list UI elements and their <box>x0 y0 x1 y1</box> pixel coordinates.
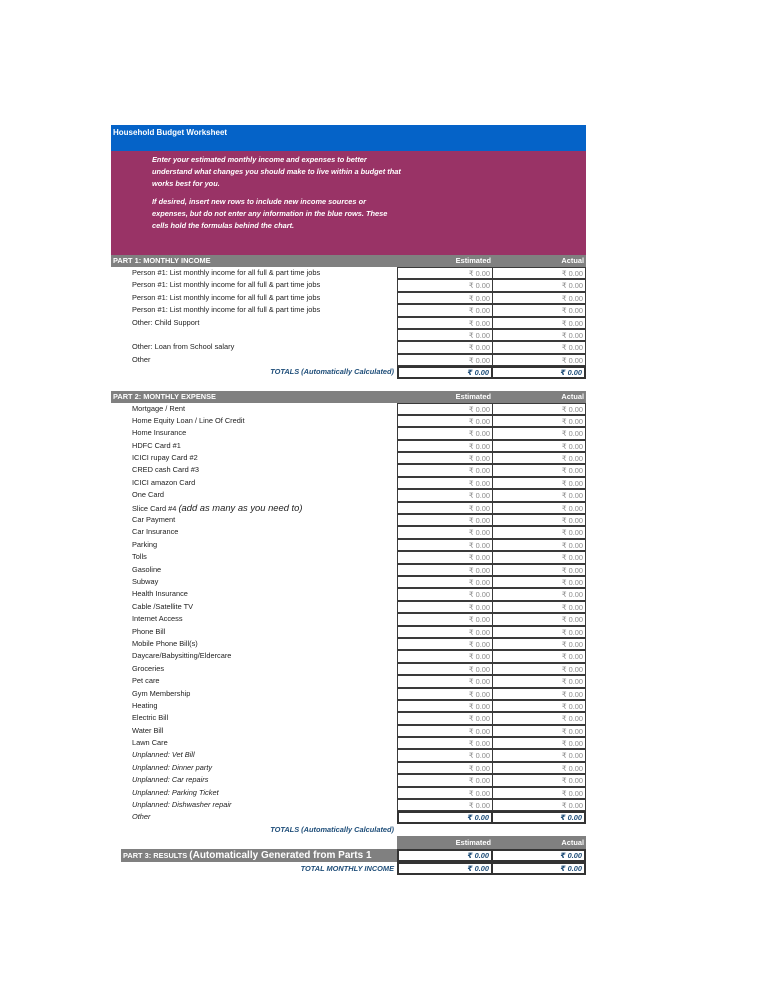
expense-actual-cell[interactable]: ₹ 0.00 <box>493 403 586 415</box>
expense-row <box>111 712 586 724</box>
column-estimated: Estimated <box>455 256 491 265</box>
expense-estimated-cell[interactable]: ₹ 0.00 <box>397 650 493 662</box>
expense-row-label-text: Phone Bill <box>132 626 166 636</box>
expense-estimated-cell[interactable]: ₹ 0.00 <box>397 564 493 576</box>
income-row-label <box>111 354 397 366</box>
column-actual: Actual <box>493 836 586 849</box>
expense-estimated-cell[interactable]: ₹ 0.00 <box>397 502 493 514</box>
income-actual-cell[interactable]: ₹ 0.00 <box>493 292 586 304</box>
expense-actual-cell[interactable]: ₹ 0.00 <box>493 650 586 662</box>
expense-row <box>111 477 586 489</box>
expense-row <box>111 403 586 415</box>
expense-row <box>111 787 586 799</box>
expense-row-label-text: Unplanned: Dishwasher repair <box>132 800 232 810</box>
expense-estimated-cell[interactable]: ₹ 0.00 <box>397 452 493 464</box>
income-rows <box>111 267 586 366</box>
expense-row-label-text: Unplanned: Dinner party <box>132 762 213 772</box>
expense-row-label-text: CRED cash Card #3 <box>132 465 199 475</box>
expense-row-note: (add as many as you need to) <box>178 501 303 513</box>
expense-row-label <box>111 787 397 799</box>
expense-actual-cell[interactable]: ₹ 0.00 <box>493 539 586 551</box>
part3-title-prefix: PART 3: RESULTS <box>123 850 188 860</box>
part1-header <box>111 255 586 267</box>
expense-row-label <box>111 712 397 724</box>
income-row-label <box>111 341 397 353</box>
expense-row-label <box>111 774 397 786</box>
instructions-paragraph-1: Enter your estimated monthly income and expenses to better understand what changes you should make to live within a budget that works best for you. <box>152 155 401 189</box>
expense-row-label-text: Daycare/Babysitting/Eldercare <box>132 651 232 661</box>
expense-row-label-text: Parking <box>132 539 158 549</box>
income-total-estimated[interactable]: ₹ 0.00 <box>397 366 493 378</box>
expense-row-label <box>111 415 397 427</box>
income-row-label <box>111 304 397 316</box>
expense-row <box>111 626 586 638</box>
expense-row <box>111 725 586 737</box>
expense-row <box>111 650 586 662</box>
expense-actual-cell[interactable]: ₹ 0.00 <box>493 526 586 538</box>
expense-row-label-text: Unplanned: Car repairs <box>132 775 209 785</box>
expense-row <box>111 452 586 464</box>
part2-title: PART 2: MONTHLY EXPENSE <box>113 391 216 401</box>
expense-row-label <box>111 440 397 452</box>
income-row-label-text: Person #1: List monthly income for all full & part time jobs <box>132 305 321 315</box>
expense-row <box>111 663 586 675</box>
income-row <box>111 292 586 304</box>
expense-estimated-cell[interactable]: ₹ 0.00 <box>397 551 493 563</box>
expense-estimated-cell[interactable]: ₹ 0.00 <box>397 749 493 761</box>
expense-actual-cell[interactable]: ₹ 0.00 <box>493 601 586 613</box>
expense-row-label <box>111 663 397 675</box>
expense-row <box>111 576 586 588</box>
expense-estimated-cell[interactable]: ₹ 0.00 <box>397 700 493 712</box>
expense-row-label-text: Car Payment <box>132 515 176 525</box>
income-row-label-text: Person #1: List monthly income for all full & part time jobs <box>132 292 321 302</box>
expense-estimated-cell[interactable]: ₹ 0.00 <box>397 737 493 749</box>
expense-actual-cell[interactable]: ₹ 0.00 <box>493 477 586 489</box>
expense-actual-cell[interactable]: ₹ 0.00 <box>493 700 586 712</box>
results-row1-actual[interactable]: ₹ 0.00 <box>493 849 586 862</box>
income-row <box>111 279 586 291</box>
expense-row-label-text: Water Bill <box>132 725 164 735</box>
expense-actual-cell[interactable]: ₹ 0.00 <box>493 440 586 452</box>
expense-estimated-cell[interactable]: ₹ 0.00 <box>397 774 493 786</box>
expense-estimated-cell[interactable]: ₹ 0.00 <box>397 601 493 613</box>
part3-header-row <box>111 849 586 862</box>
expense-estimated-cell[interactable]: ₹ 0.00 <box>397 427 493 439</box>
income-estimated-cell[interactable]: ₹ 0.00 <box>397 292 493 304</box>
expense-estimated-cell[interactable]: ₹ 0.00 <box>397 440 493 452</box>
expense-row-label-text: Unplanned: Vet Bill <box>132 750 195 760</box>
income-actual-cell[interactable]: ₹ 0.00 <box>493 304 586 316</box>
expense-row-label-text: Mortgage / Rent <box>132 403 185 413</box>
expense-row-label <box>111 576 397 588</box>
income-row-label-text: Other: Loan from School salary <box>132 342 235 352</box>
total-monthly-income-actual[interactable]: ₹ 0.00 <box>493 862 586 875</box>
expense-actual-cell[interactable]: ₹ 0.00 <box>493 688 586 700</box>
expense-estimated-cell[interactable]: ₹ 0.00 <box>397 712 493 724</box>
expense-actual-cell[interactable]: ₹ 0.00 <box>493 576 586 588</box>
expense-row <box>111 539 586 551</box>
income-estimated-cell[interactable]: ₹ 0.00 <box>397 341 493 353</box>
expense-row <box>111 700 586 712</box>
income-actual-cell[interactable]: ₹ 0.00 <box>493 354 586 366</box>
expense-row-label <box>111 613 397 625</box>
worksheet-title: Household Budget Worksheet <box>111 125 586 151</box>
expense-actual-cell[interactable]: ₹ 0.00 <box>493 415 586 427</box>
expense-row-label-text: Internet Access <box>132 614 183 624</box>
expense-row <box>111 799 586 811</box>
instructions-panel <box>111 151 586 255</box>
expense-actual-cell[interactable]: ₹ 0.00 <box>493 564 586 576</box>
expense-row-label <box>111 626 397 638</box>
expense-actual-cell[interactable]: ₹ 0.00 <box>493 464 586 476</box>
expense-row-label-text: Slice Card #4 <box>132 503 177 513</box>
expense-row <box>111 514 586 526</box>
expense-row <box>111 440 586 452</box>
income-row-label-text: Other <box>132 354 151 364</box>
expense-row <box>111 749 586 761</box>
expense-estimated-cell[interactable]: ₹ 0.00 <box>397 675 493 687</box>
expense-actual-cell[interactable]: ₹ 0.00 <box>493 626 586 638</box>
income-actual-cell[interactable]: ₹ 0.00 <box>493 341 586 353</box>
expense-row-label-text: ICICI amazon Card <box>132 477 196 487</box>
expense-estimated-cell[interactable]: ₹ 0.00 <box>397 464 493 476</box>
expense-row-label <box>111 514 397 526</box>
income-row-label <box>111 279 397 291</box>
expense-row <box>111 489 586 501</box>
expense-estimated-cell[interactable]: ₹ 0.00 <box>397 526 493 538</box>
expense-actual-cell[interactable]: ₹ 0.00 <box>493 799 586 811</box>
expense-actual-cell[interactable]: ₹ 0.00 <box>493 737 586 749</box>
expense-row-label <box>111 799 397 811</box>
income-row <box>111 317 586 329</box>
income-estimated-cell[interactable]: ₹ 0.00 <box>397 317 493 329</box>
income-row <box>111 354 586 366</box>
part3-title-suffix: (Automatically Generated from Parts 1 <box>189 849 372 861</box>
expense-actual-cell[interactable]: ₹ 0.00 <box>493 588 586 600</box>
total-monthly-income-row <box>111 862 586 875</box>
expense-row-label-text: Tolls <box>132 552 147 562</box>
part3-column-header <box>111 836 586 849</box>
total-monthly-income-estimated[interactable]: ₹ 0.00 <box>397 862 493 875</box>
income-row <box>111 304 586 316</box>
expense-row-label <box>111 452 397 464</box>
expense-estimated-cell[interactable]: ₹ 0.00 <box>397 626 493 638</box>
expense-estimated-cell[interactable]: ₹ 0.00 <box>397 477 493 489</box>
expense-row <box>111 427 586 439</box>
income-row-label <box>111 317 397 329</box>
expense-row <box>111 564 586 576</box>
part2-header <box>111 391 586 403</box>
expense-actual-cell[interactable]: ₹ 0.00 <box>493 489 586 501</box>
income-estimated-cell[interactable]: ₹ 0.00 <box>397 304 493 316</box>
expense-estimated-cell[interactable]: ₹ 0.00 <box>397 787 493 799</box>
expense-row-label-text: One Card <box>132 490 165 500</box>
expense-row-other <box>111 811 586 823</box>
expense-row-label-text: Subway <box>132 576 159 586</box>
expense-estimated-cell[interactable]: ₹ 0.00 <box>397 576 493 588</box>
column-estimated: Estimated <box>397 836 493 849</box>
income-row-label-text: Other: Child Support <box>132 317 200 327</box>
expense-actual-cell[interactable]: ₹ 0.00 <box>493 638 586 650</box>
expense-actual-cell[interactable]: ₹ 0.00 <box>493 675 586 687</box>
income-total-actual[interactable]: ₹ 0.00 <box>493 366 586 378</box>
expense-row <box>111 588 586 600</box>
expense-row <box>111 638 586 650</box>
income-estimated-cell[interactable]: ₹ 0.00 <box>397 354 493 366</box>
expense-estimated-cell[interactable]: ₹ 0.00 <box>397 539 493 551</box>
expense-actual-cell[interactable]: ₹ 0.00 <box>493 551 586 563</box>
expense-other-actual[interactable]: ₹ 0.00 <box>493 811 586 823</box>
expense-row-label <box>111 638 397 650</box>
expense-other-label: Other <box>132 812 151 822</box>
results-row1-estimated[interactable]: ₹ 0.00 <box>397 849 493 862</box>
expense-row <box>111 502 586 514</box>
expense-row-label <box>111 688 397 700</box>
income-actual-cell[interactable]: ₹ 0.00 <box>493 279 586 291</box>
income-estimated-cell[interactable]: ₹ 0.00 <box>397 267 493 279</box>
income-totals-row <box>111 366 586 378</box>
expense-row <box>111 526 586 538</box>
expense-row <box>111 415 586 427</box>
column-actual: Actual <box>561 256 584 265</box>
expense-estimated-cell[interactable]: ₹ 0.00 <box>397 663 493 675</box>
income-row-label <box>111 329 397 341</box>
expense-row-label <box>111 762 397 774</box>
total-monthly-income-label: TOTAL MONTHLY INCOME <box>300 863 394 873</box>
expense-estimated-cell[interactable]: ₹ 0.00 <box>397 762 493 774</box>
expense-row-label-text: Health Insurance <box>132 589 188 599</box>
column-actual: Actual <box>561 391 584 401</box>
expense-actual-cell[interactable]: ₹ 0.00 <box>493 725 586 737</box>
expense-row <box>111 551 586 563</box>
expense-estimated-cell[interactable]: ₹ 0.00 <box>397 489 493 501</box>
expense-row-label <box>111 700 397 712</box>
budget-worksheet <box>111 125 586 875</box>
expense-other-estimated[interactable]: ₹ 0.00 <box>397 811 493 823</box>
expense-row-label-text: Gym Membership <box>132 688 191 698</box>
expense-actual-cell[interactable]: ₹ 0.00 <box>493 663 586 675</box>
income-row <box>111 267 586 279</box>
income-actual-cell[interactable]: ₹ 0.00 <box>493 329 586 341</box>
expense-estimated-cell[interactable]: ₹ 0.00 <box>397 799 493 811</box>
expense-estimated-cell[interactable]: ₹ 0.00 <box>397 613 493 625</box>
income-row-label-text: Person #1: List monthly income for all full & part time jobs <box>132 280 321 290</box>
income-totals-label: TOTALS (Automatically Calculated) <box>270 367 394 377</box>
income-row-label <box>111 267 397 279</box>
expense-row-label <box>111 601 397 613</box>
expense-row <box>111 762 586 774</box>
expense-estimated-cell[interactable]: ₹ 0.00 <box>397 415 493 427</box>
spacer <box>111 379 586 391</box>
expense-row-label <box>111 489 397 501</box>
expense-totals-label: TOTALS (Automatically Calculated) <box>270 824 394 834</box>
expense-row-label-text: Heating <box>132 700 158 710</box>
expense-row-label-text: Home Insurance <box>132 428 187 438</box>
expense-row-label <box>111 464 397 476</box>
expense-row-label-text: Gasoline <box>132 564 162 574</box>
income-estimated-cell[interactable]: ₹ 0.00 <box>397 279 493 291</box>
expense-estimated-cell[interactable]: ₹ 0.00 <box>397 725 493 737</box>
expense-row-label <box>111 725 397 737</box>
income-estimated-cell[interactable]: ₹ 0.00 <box>397 329 493 341</box>
expense-row-label-text: Electric Bill <box>132 713 169 723</box>
income-actual-cell[interactable]: ₹ 0.00 <box>493 267 586 279</box>
expense-row <box>111 613 586 625</box>
expense-actual-cell[interactable]: ₹ 0.00 <box>493 712 586 724</box>
expense-row-label-text: Mobile Phone Bill(s) <box>132 638 198 648</box>
expense-row-label-text: Cable /Satellite TV <box>132 601 194 611</box>
expense-rows <box>111 403 586 812</box>
expense-row-label <box>111 588 397 600</box>
expense-row <box>111 601 586 613</box>
expense-row-label-text: Unplanned: Parking Ticket <box>132 787 219 797</box>
column-estimated: Estimated <box>455 391 491 401</box>
expense-actual-cell[interactable]: ₹ 0.00 <box>493 502 586 514</box>
expense-actual-cell[interactable]: ₹ 0.00 <box>493 762 586 774</box>
expense-estimated-cell[interactable]: ₹ 0.00 <box>397 514 493 526</box>
expense-row-label-text: Pet care <box>132 676 160 686</box>
expense-actual-cell[interactable]: ₹ 0.00 <box>493 613 586 625</box>
expense-row <box>111 688 586 700</box>
expense-row-label-text: Home Equity Loan / Line Of Credit <box>132 415 245 425</box>
expense-actual-cell[interactable]: ₹ 0.00 <box>493 427 586 439</box>
income-row <box>111 329 586 341</box>
expense-actual-cell[interactable]: ₹ 0.00 <box>493 774 586 786</box>
expense-row-label-text: HDFC Card #1 <box>132 440 181 450</box>
income-row-label-text: Person #1: List monthly income for all full & part time jobs <box>132 268 321 277</box>
expense-row <box>111 464 586 476</box>
expense-row <box>111 774 586 786</box>
income-row-label <box>111 292 397 304</box>
expense-row-label <box>111 477 397 489</box>
expense-row-label <box>111 502 397 514</box>
expense-row-label <box>111 564 397 576</box>
part1-title: PART 1: MONTHLY INCOME <box>113 256 211 265</box>
expense-actual-cell[interactable]: ₹ 0.00 <box>493 749 586 761</box>
expense-estimated-cell[interactable]: ₹ 0.00 <box>397 688 493 700</box>
income-row <box>111 341 586 353</box>
expense-row-label <box>111 403 397 415</box>
expense-row-label-text: Groceries <box>132 663 165 673</box>
part3-title <box>121 849 397 862</box>
expense-row-label <box>111 539 397 551</box>
expense-actual-cell[interactable]: ₹ 0.00 <box>493 452 586 464</box>
expense-actual-cell[interactable]: ₹ 0.00 <box>493 787 586 799</box>
expense-row-label-text: ICICI rupay Card #2 <box>132 453 198 463</box>
expense-row-label <box>111 427 397 439</box>
expense-row-label <box>111 650 397 662</box>
expense-row-label-text: Lawn Care <box>132 738 168 748</box>
expense-estimated-cell[interactable]: ₹ 0.00 <box>397 638 493 650</box>
expense-row <box>111 737 586 749</box>
income-actual-cell[interactable]: ₹ 0.00 <box>493 317 586 329</box>
expense-estimated-cell[interactable]: ₹ 0.00 <box>397 403 493 415</box>
expense-estimated-cell[interactable]: ₹ 0.00 <box>397 588 493 600</box>
expense-row-label-text: Car Insurance <box>132 527 179 537</box>
expense-row-label <box>111 551 397 563</box>
expense-actual-cell[interactable]: ₹ 0.00 <box>493 514 586 526</box>
expense-row-label <box>111 526 397 538</box>
expense-row <box>111 675 586 687</box>
expense-row-label <box>111 675 397 687</box>
instructions-paragraph-2: If desired, insert new rows to include new income sources or expenses, but do not enter any information in the blue rows. These cells hold the formulas behind the chart. <box>152 196 388 231</box>
expense-row-label <box>111 749 397 761</box>
expense-row-label <box>111 737 397 749</box>
